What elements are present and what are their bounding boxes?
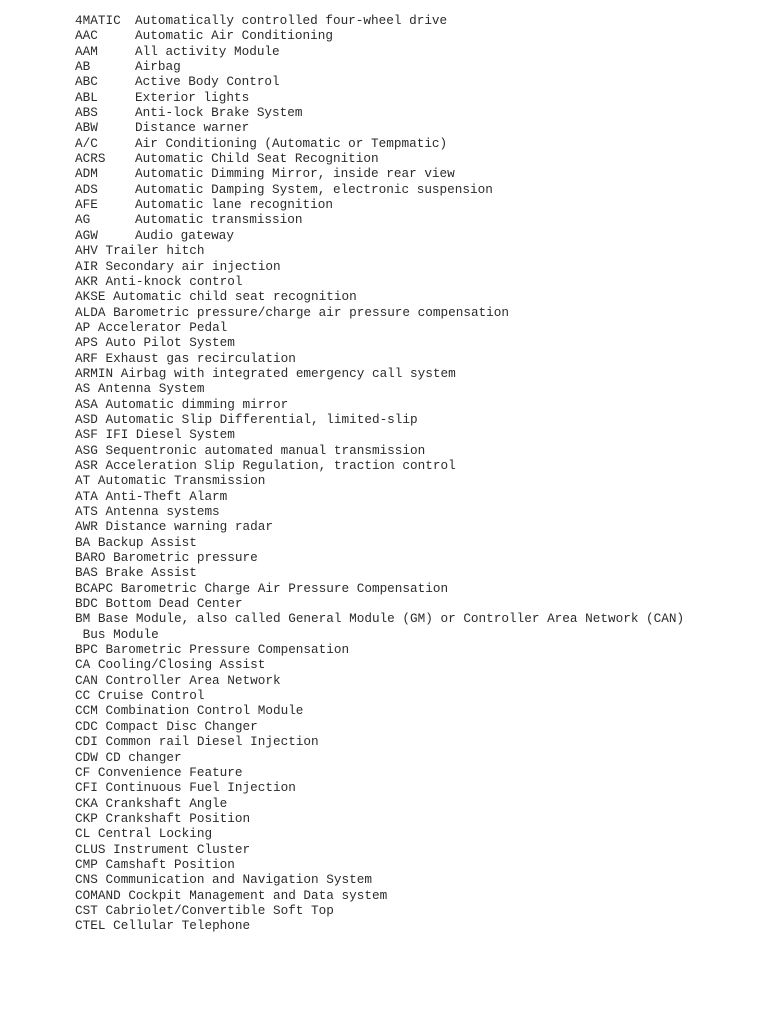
abbreviation-definition: Audio gateway bbox=[135, 227, 234, 243]
abbreviation-definition: Active Body Control bbox=[135, 74, 280, 90]
abbreviation-term: AAC bbox=[75, 28, 98, 44]
abbreviation-definition: Automatic child seat recognition bbox=[113, 289, 357, 305]
abbreviation-term: CFI bbox=[75, 780, 98, 796]
abbreviation-definition: Continuous Fuel Injection bbox=[105, 780, 296, 796]
abbreviation-definition: Cabriolet/Convertible Soft Top bbox=[105, 902, 334, 918]
abbreviation-definition: Exhaust gas recirculation bbox=[105, 350, 296, 366]
abbreviation-definition: Camshaft Position bbox=[105, 856, 235, 872]
abbreviation-term: BCAPC bbox=[75, 580, 114, 596]
abbreviation-definition: Antenna systems bbox=[105, 504, 220, 519]
abbreviation-term: BA bbox=[75, 534, 91, 550]
abbreviation-entry bbox=[75, 320, 755, 335]
abbreviation-entry bbox=[75, 673, 755, 688]
abbreviation-definition: Cruise Control bbox=[97, 688, 205, 704]
abbreviation-term: COMAND bbox=[75, 887, 121, 903]
abbreviation-definition: Bus Module bbox=[75, 626, 159, 642]
abbreviation-entry bbox=[75, 504, 755, 519]
abbreviation-entry bbox=[75, 489, 755, 504]
abbreviation-term: BARO bbox=[75, 550, 106, 566]
abbreviation-term: CMP bbox=[75, 856, 98, 872]
abbreviation-definition: Distance warner bbox=[135, 120, 250, 136]
abbreviation-entry bbox=[75, 13, 755, 28]
abbreviation-entry bbox=[75, 581, 755, 596]
abbreviation-term: AIR bbox=[75, 258, 98, 274]
abbreviation-entry bbox=[75, 765, 755, 780]
abbreviation-term: 4MATIC bbox=[75, 13, 121, 28]
abbreviation-definition: Base Module, also called General Module (GM) or Controller Area Network (CAN) bbox=[97, 611, 685, 627]
abbreviation-entry bbox=[75, 811, 755, 826]
abbreviation-term: CKP bbox=[75, 810, 98, 826]
abbreviation-definition: Sequentronic automated manual transmission bbox=[105, 442, 426, 458]
abbreviation-definition: Automatic lane recognition bbox=[135, 197, 333, 213]
free-abbreviation-block bbox=[75, 243, 755, 933]
abbreviation-term: ASF bbox=[75, 427, 98, 443]
abbreviation-entry bbox=[75, 151, 755, 166]
abbreviation-definition: Airbag with integrated emergency call system bbox=[120, 365, 456, 381]
abbreviation-entry bbox=[75, 458, 755, 473]
abbreviation-entry bbox=[75, 596, 755, 611]
abbreviation-entry bbox=[75, 734, 755, 749]
abbreviation-definition: Automatic transmission bbox=[135, 212, 303, 228]
abbreviation-entry bbox=[75, 381, 755, 396]
abbreviation-definition: Secondary air injection bbox=[105, 258, 281, 274]
abbreviation-entry bbox=[75, 259, 755, 274]
abbreviation-entry bbox=[75, 688, 755, 703]
abbreviation-term: CDW bbox=[75, 749, 98, 765]
abbreviation-definition: Exterior lights bbox=[135, 89, 250, 105]
abbreviation-entry bbox=[75, 918, 755, 933]
abbreviation-entry bbox=[75, 703, 755, 718]
aligned-abbreviation-block bbox=[75, 13, 755, 243]
abbreviation-definition: Compact Disc Changer bbox=[105, 718, 258, 734]
abbreviation-entry bbox=[75, 197, 755, 212]
abbreviation-list bbox=[75, 13, 755, 934]
abbreviation-term: CCM bbox=[75, 703, 98, 719]
abbreviation-entry bbox=[75, 120, 755, 135]
abbreviation-term: CKA bbox=[75, 795, 98, 811]
abbreviation-definition: Backup Assist bbox=[97, 534, 197, 550]
abbreviation-term: AP bbox=[75, 319, 91, 335]
abbreviation-entry bbox=[75, 888, 755, 903]
abbreviation-definition: Combination Control Module bbox=[105, 703, 304, 719]
abbreviation-term: AB bbox=[75, 59, 91, 75]
abbreviation-definition: Automatic Transmission bbox=[97, 473, 266, 489]
abbreviation-definition: Accelerator Pedal bbox=[97, 319, 228, 335]
abbreviation-entry bbox=[75, 473, 755, 488]
abbreviation-entry bbox=[75, 228, 755, 243]
abbreviation-term: ABC bbox=[75, 74, 98, 90]
abbreviation-definition: Communication and Navigation System bbox=[105, 872, 372, 888]
abbreviation-entry bbox=[75, 519, 755, 534]
abbreviation-definition: Common rail Diesel Injection bbox=[105, 734, 319, 750]
abbreviation-definition: Air Conditioning (Automatic or Tempmatic) bbox=[135, 135, 448, 151]
abbreviation-entry bbox=[75, 826, 755, 841]
abbreviation-term: ASG bbox=[75, 442, 98, 458]
abbreviation-entry bbox=[75, 28, 755, 43]
abbreviation-definition: Bottom Dead Center bbox=[105, 596, 243, 612]
abbreviation-term: ABS bbox=[75, 105, 98, 121]
abbreviation-entry bbox=[75, 412, 755, 427]
abbreviation-entry bbox=[75, 443, 755, 458]
abbreviation-definition: IFI Diesel System bbox=[105, 427, 235, 443]
abbreviation-term: ASR bbox=[75, 457, 98, 473]
abbreviation-term: CTEL bbox=[75, 918, 106, 934]
abbreviation-definition: Automatic Slip Differential, limited-slip bbox=[105, 411, 418, 427]
abbreviation-term: AKSE bbox=[75, 289, 106, 305]
abbreviation-entry bbox=[75, 627, 755, 642]
abbreviation-term: BDC bbox=[75, 596, 98, 612]
abbreviation-entry bbox=[75, 166, 755, 181]
abbreviation-entry bbox=[75, 550, 755, 565]
abbreviation-definition: Crankshaft Position bbox=[105, 810, 251, 826]
abbreviation-definition: Trailer hitch bbox=[105, 243, 205, 259]
abbreviation-definition: Acceleration Slip Regulation, traction control bbox=[105, 457, 456, 473]
abbreviation-term: ABL bbox=[75, 89, 98, 105]
abbreviation-term: CDI bbox=[75, 734, 98, 750]
abbreviation-definition: Distance warning radar bbox=[105, 519, 273, 535]
abbreviation-definition: Automatic dimming mirror bbox=[105, 396, 289, 412]
abbreviation-term: ARMIN bbox=[75, 365, 114, 381]
abbreviation-entry bbox=[75, 642, 755, 657]
abbreviation-definition: Controller Area Network bbox=[105, 672, 281, 688]
abbreviation-entry bbox=[75, 44, 755, 59]
abbreviation-definition: Anti-lock Brake System bbox=[135, 105, 303, 121]
abbreviation-entry bbox=[75, 611, 755, 626]
abbreviation-term: CAN bbox=[75, 672, 98, 688]
abbreviation-term: BPC bbox=[75, 642, 98, 658]
abbreviation-entry bbox=[75, 74, 755, 89]
abbreviation-definition: Barometric pressure bbox=[113, 550, 258, 566]
abbreviation-entry bbox=[75, 136, 755, 151]
abbreviation-entry bbox=[75, 427, 755, 442]
abbreviation-definition: Automatic Damping System, electronic suspension bbox=[135, 181, 493, 197]
abbreviation-definition: Airbag bbox=[135, 59, 181, 75]
abbreviation-definition: Anti-Theft Alarm bbox=[105, 488, 228, 504]
abbreviation-term: BAS bbox=[75, 565, 98, 581]
abbreviation-term: ADM bbox=[75, 166, 98, 182]
abbreviation-entry bbox=[75, 305, 755, 320]
abbreviation-entry bbox=[75, 903, 755, 918]
abbreviation-entry bbox=[75, 105, 755, 120]
abbreviation-entry bbox=[75, 842, 755, 857]
abbreviation-term: APS bbox=[75, 335, 98, 351]
abbreviation-entry bbox=[75, 535, 755, 550]
abbreviation-term: AFE bbox=[75, 197, 98, 213]
abbreviation-term: CA bbox=[75, 657, 91, 673]
abbreviation-term: AS bbox=[75, 381, 91, 397]
abbreviation-term: CST bbox=[75, 902, 98, 918]
abbreviation-term: A/C bbox=[75, 135, 98, 151]
abbreviation-entry bbox=[75, 857, 755, 872]
abbreviation-entry bbox=[75, 182, 755, 197]
abbreviation-term: CDC bbox=[75, 718, 98, 734]
abbreviation-entry bbox=[75, 90, 755, 105]
abbreviation-definition: Anti-knock control bbox=[105, 273, 243, 289]
abbreviation-term: ARF bbox=[75, 350, 98, 366]
abbreviation-term: CL bbox=[75, 826, 91, 842]
abbreviation-entry bbox=[75, 366, 755, 381]
abbreviation-definition: Automatic Air Conditioning bbox=[135, 28, 333, 44]
abbreviation-definition: Cellular Telephone bbox=[113, 918, 251, 934]
abbreviation-term: CC bbox=[75, 688, 91, 704]
abbreviation-entry bbox=[75, 397, 755, 412]
abbreviation-definition: Brake Assist bbox=[105, 565, 197, 581]
abbreviation-term: BM bbox=[75, 611, 91, 627]
abbreviation-definition: Barometric pressure/charge air pressure compensation bbox=[113, 304, 510, 320]
abbreviation-entry bbox=[75, 335, 755, 350]
abbreviation-definition: Automatic Dimming Mirror, inside rear view bbox=[135, 166, 455, 182]
abbreviation-entry bbox=[75, 351, 755, 366]
abbreviation-entry bbox=[75, 565, 755, 580]
abbreviation-term: AHV bbox=[75, 243, 98, 259]
abbreviation-term: ATA bbox=[75, 488, 98, 504]
abbreviation-definition: CD changer bbox=[105, 749, 182, 765]
abbreviation-definition: Cooling/Closing Assist bbox=[97, 657, 266, 673]
abbreviation-term: ABW bbox=[75, 120, 98, 136]
abbreviation-definition: Instrument Cluster bbox=[113, 841, 251, 857]
abbreviation-definition: Cockpit Management and Data system bbox=[128, 887, 388, 903]
abbreviation-definition: Barometric Pressure Compensation bbox=[105, 642, 350, 658]
abbreviation-entry bbox=[75, 274, 755, 289]
abbreviation-term: CLUS bbox=[75, 841, 106, 857]
abbreviation-term: AT bbox=[75, 473, 91, 489]
abbreviation-definition: Antenna System bbox=[97, 381, 205, 397]
abbreviation-definition: Automatically controlled four-wheel drive bbox=[135, 13, 448, 28]
abbreviation-term: AGW bbox=[75, 227, 98, 243]
abbreviation-entry bbox=[75, 243, 755, 258]
abbreviation-term: AAM bbox=[75, 43, 98, 59]
abbreviation-definition: All activity Module bbox=[135, 43, 280, 59]
abbreviation-entry bbox=[75, 289, 755, 304]
abbreviation-entry bbox=[75, 780, 755, 795]
abbreviation-term: AG bbox=[75, 212, 91, 228]
abbreviation-term: AWR bbox=[75, 519, 98, 535]
abbreviation-term: ADS bbox=[75, 181, 98, 197]
abbreviation-entry bbox=[75, 796, 755, 811]
abbreviation-term: ATS bbox=[75, 504, 98, 519]
abbreviation-entry bbox=[75, 719, 755, 734]
abbreviation-definition: Auto Pilot System bbox=[105, 335, 235, 351]
abbreviation-entry bbox=[75, 657, 755, 672]
abbreviation-entry bbox=[75, 59, 755, 74]
abbreviation-term: ASD bbox=[75, 411, 98, 427]
abbreviation-definition: Barometric Charge Air Pressure Compensation bbox=[120, 580, 449, 596]
abbreviation-term: ALDA bbox=[75, 304, 106, 320]
abbreviation-definition: Central Locking bbox=[97, 826, 213, 842]
abbreviation-entry bbox=[75, 750, 755, 765]
abbreviation-entry bbox=[75, 212, 755, 227]
abbreviation-term: ASA bbox=[75, 396, 98, 412]
abbreviation-definition: Crankshaft Angle bbox=[105, 795, 228, 811]
abbreviation-term: AKR bbox=[75, 273, 98, 289]
abbreviation-term: CNS bbox=[75, 872, 98, 888]
abbreviation-term: ACRS bbox=[75, 151, 106, 167]
abbreviation-definition: Automatic Child Seat Recognition bbox=[135, 151, 379, 167]
abbreviation-entry bbox=[75, 872, 755, 887]
abbreviation-term: CF bbox=[75, 764, 91, 780]
abbreviation-definition: Convenience Feature bbox=[97, 764, 243, 780]
